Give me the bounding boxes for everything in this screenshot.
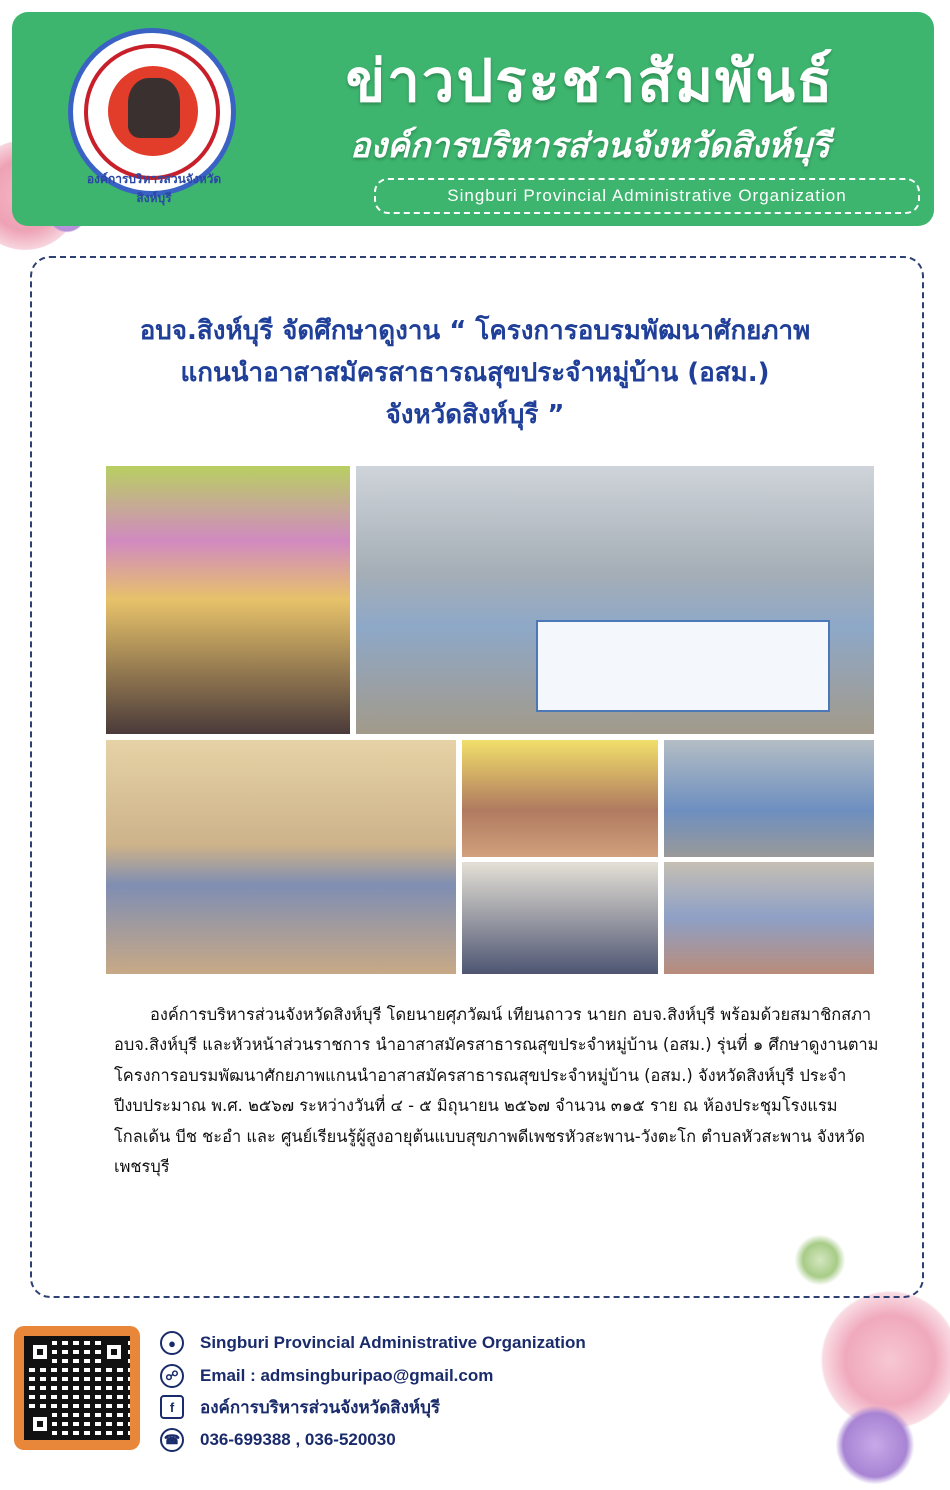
page-title: ข่าวประชาสัมพันธ์ xyxy=(345,47,835,115)
contact-facebook[interactable] xyxy=(160,1392,440,1422)
article-body xyxy=(114,1000,880,1182)
qr-eye xyxy=(28,1412,52,1436)
statue-icon xyxy=(128,78,180,138)
photo-activity xyxy=(664,862,874,974)
logo-caption: องค์การบริหารส่วนจังหวัดสิงห์บุรี xyxy=(86,172,222,205)
photo-meeting-room xyxy=(106,740,456,974)
flower-decoration-bottom-right-purple xyxy=(830,1400,920,1490)
page-subtitle: องค์การบริหารส่วนจังหวัดสิงห์บุรี xyxy=(349,126,831,166)
contact-facebook-text[interactable]: องค์การบริหารส่วนจังหวัดสิงห์บุรี xyxy=(200,1397,441,1417)
contact-phone-text[interactable]: 036-699388 , 036-520030 xyxy=(200,1430,396,1449)
qr-eye xyxy=(28,1340,52,1364)
article-headline xyxy=(40,310,910,436)
photo-ceremony xyxy=(462,740,658,857)
contact-org-text: Singburi Provincial Administrative Organization xyxy=(200,1333,586,1352)
location-pin-icon: ● xyxy=(160,1331,184,1355)
photo-speaker xyxy=(106,466,350,734)
contact-org xyxy=(160,1328,586,1358)
contact-phone[interactable] xyxy=(160,1425,396,1455)
article-paragraph: องค์การบริหารส่วนจังหวัดสิงห์บุรี โดยนายศุภวัฒน์ เทียนถาวร นายก อบจ.สิงห์บุรี พร้อมด้วยสมาชิกสภา อบจ.สิงห์บุรี และหัวหน้าส่วนราชการ นำอาสาสมัครสาธารณสุขประจำหมู่บ้าน (อสม.) รุ่นที่ ๑ ศึกษาดูงานตามโครงการอบรมพัฒนาศักยภาพแกนนำอาสาสมัครสาธารณสุขประจำหมู่บ้าน (อสม.) จังหวัดสิงห์บุรี ประจำปีงบประมาณ พ.ศ. ๒๕๖๗ ระหว่างวันที่ ๔ - ๕ มิถุนายน ๒๕๖๗ จำนวน ๓๑๕ ราย ณ ห้องประชุมโรงแรมโกลเด้น บีช ชะอำ และ ศูนย์เรียนรู้ผู้สูงอายุต้นแบบสุขภาพดีเพชรหัวสะพาน-วังตะโก ตำบลหัวสะพาน จังหวัดเพชรบุรี xyxy=(114,1005,879,1177)
facebook-icon: f xyxy=(160,1395,184,1419)
headline-line-2: แกนนำอาสาสมัครสาธารณสุขประจำหมู่บ้าน (อสม.) xyxy=(180,358,770,388)
qr-eye xyxy=(102,1340,126,1364)
english-org-name: Singburi Provincial Administrative Organization xyxy=(374,178,920,214)
photo-seated-audience xyxy=(462,862,658,974)
globe-icon: ☍ xyxy=(160,1364,184,1388)
phone-icon: ☎ xyxy=(160,1428,184,1452)
headline-line-1: อบจ.สิงห์บุรี จัดศึกษาดูงาน “ โครงการอบรมพัฒนาศักยภาพ xyxy=(139,316,811,346)
group-banner xyxy=(536,620,830,712)
contact-email[interactable] xyxy=(160,1361,493,1391)
headline-line-3: จังหวัดสิงห์บุรี ” xyxy=(385,400,565,430)
photo-dancing xyxy=(664,740,874,857)
contact-email-text[interactable]: Email : admsingburipao@gmail.com xyxy=(200,1366,494,1385)
